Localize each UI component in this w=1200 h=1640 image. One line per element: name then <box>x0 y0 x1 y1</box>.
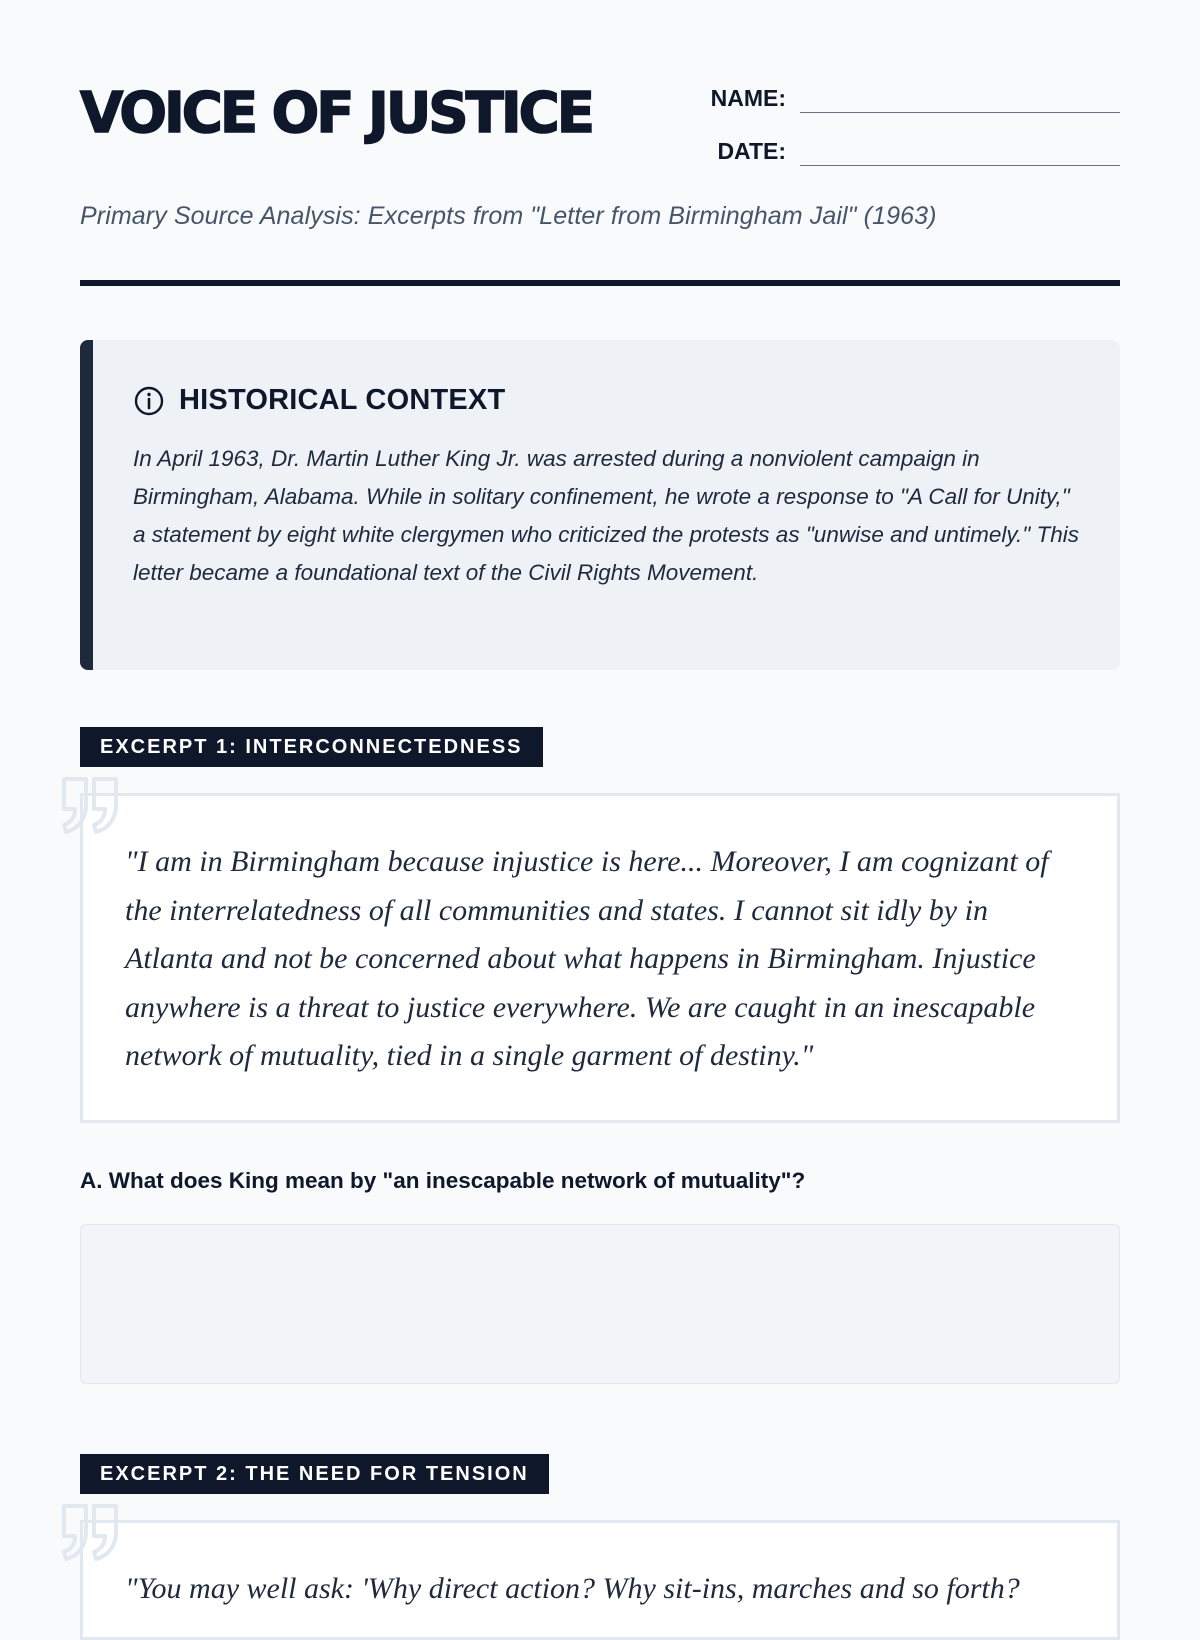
worksheet-header <box>80 0 1120 280</box>
quote-mark-icon <box>60 775 120 835</box>
excerpt-1-quote: "I am in Birmingham because injustice is here... Moreover, I am cognizant of the interrelatedness of all communities and states. I cannot sit idly by in Atlanta and not be concerned about what happens in Birmingham. Injustice anywhere is a threat to justice everywhere. We are caught in an inescapable network of mutuality, tied in a single garment of destiny." <box>125 845 1049 1072</box>
excerpt-2-tag: EXCERPT 2: THE NEED FOR TENSION <box>80 1454 549 1494</box>
context-text: In April 1963, Dr. Martin Luther King Jr. was arrested during a nonviolent campaign in Birmingham, Alabama. While in solitary confinement, he wrote a response to "A Call for Unity," a statement by eight white clergymen who criticized the protests as "unwise and untimely." This letter became a foundational text of the Civil Rights Movement. <box>133 446 1079 585</box>
question-a: A. What does King mean by "an inescapable network of mutuality"? <box>80 1168 806 1193</box>
context-title: HISTORICAL CONTEXT <box>179 384 506 416</box>
excerpt-1-tag: EXCERPT 1: INTERCONNECTEDNESS <box>80 727 543 767</box>
header-divider <box>80 280 1120 286</box>
name-label: NAME: <box>710 85 786 111</box>
quote-mark-icon <box>60 1502 120 1562</box>
excerpt-1-quote-box <box>80 793 1120 1123</box>
info-icon <box>133 385 165 417</box>
excerpt-2-quote: "You may well ask: 'Why direct action? Why sit-ins, marches and so forth? <box>125 1572 1020 1605</box>
excerpt-2-quote-box <box>80 1520 1120 1640</box>
worksheet-title: VOICE OF JUSTICE <box>80 81 593 146</box>
worksheet-subtitle: Primary Source Analysis: Excerpts from "Letter from Birmingham Jail" (1963) <box>80 202 937 230</box>
date-input-line[interactable] <box>800 135 1120 166</box>
date-field-row <box>691 135 1120 166</box>
context-heading <box>133 384 505 417</box>
date-label: DATE: <box>717 138 786 164</box>
historical-context-box <box>80 340 1120 670</box>
worksheet-page <box>80 0 1120 1605</box>
answer-a-box[interactable] <box>80 1224 1120 1384</box>
name-field-row <box>691 82 1120 113</box>
name-input-line[interactable] <box>800 82 1120 113</box>
